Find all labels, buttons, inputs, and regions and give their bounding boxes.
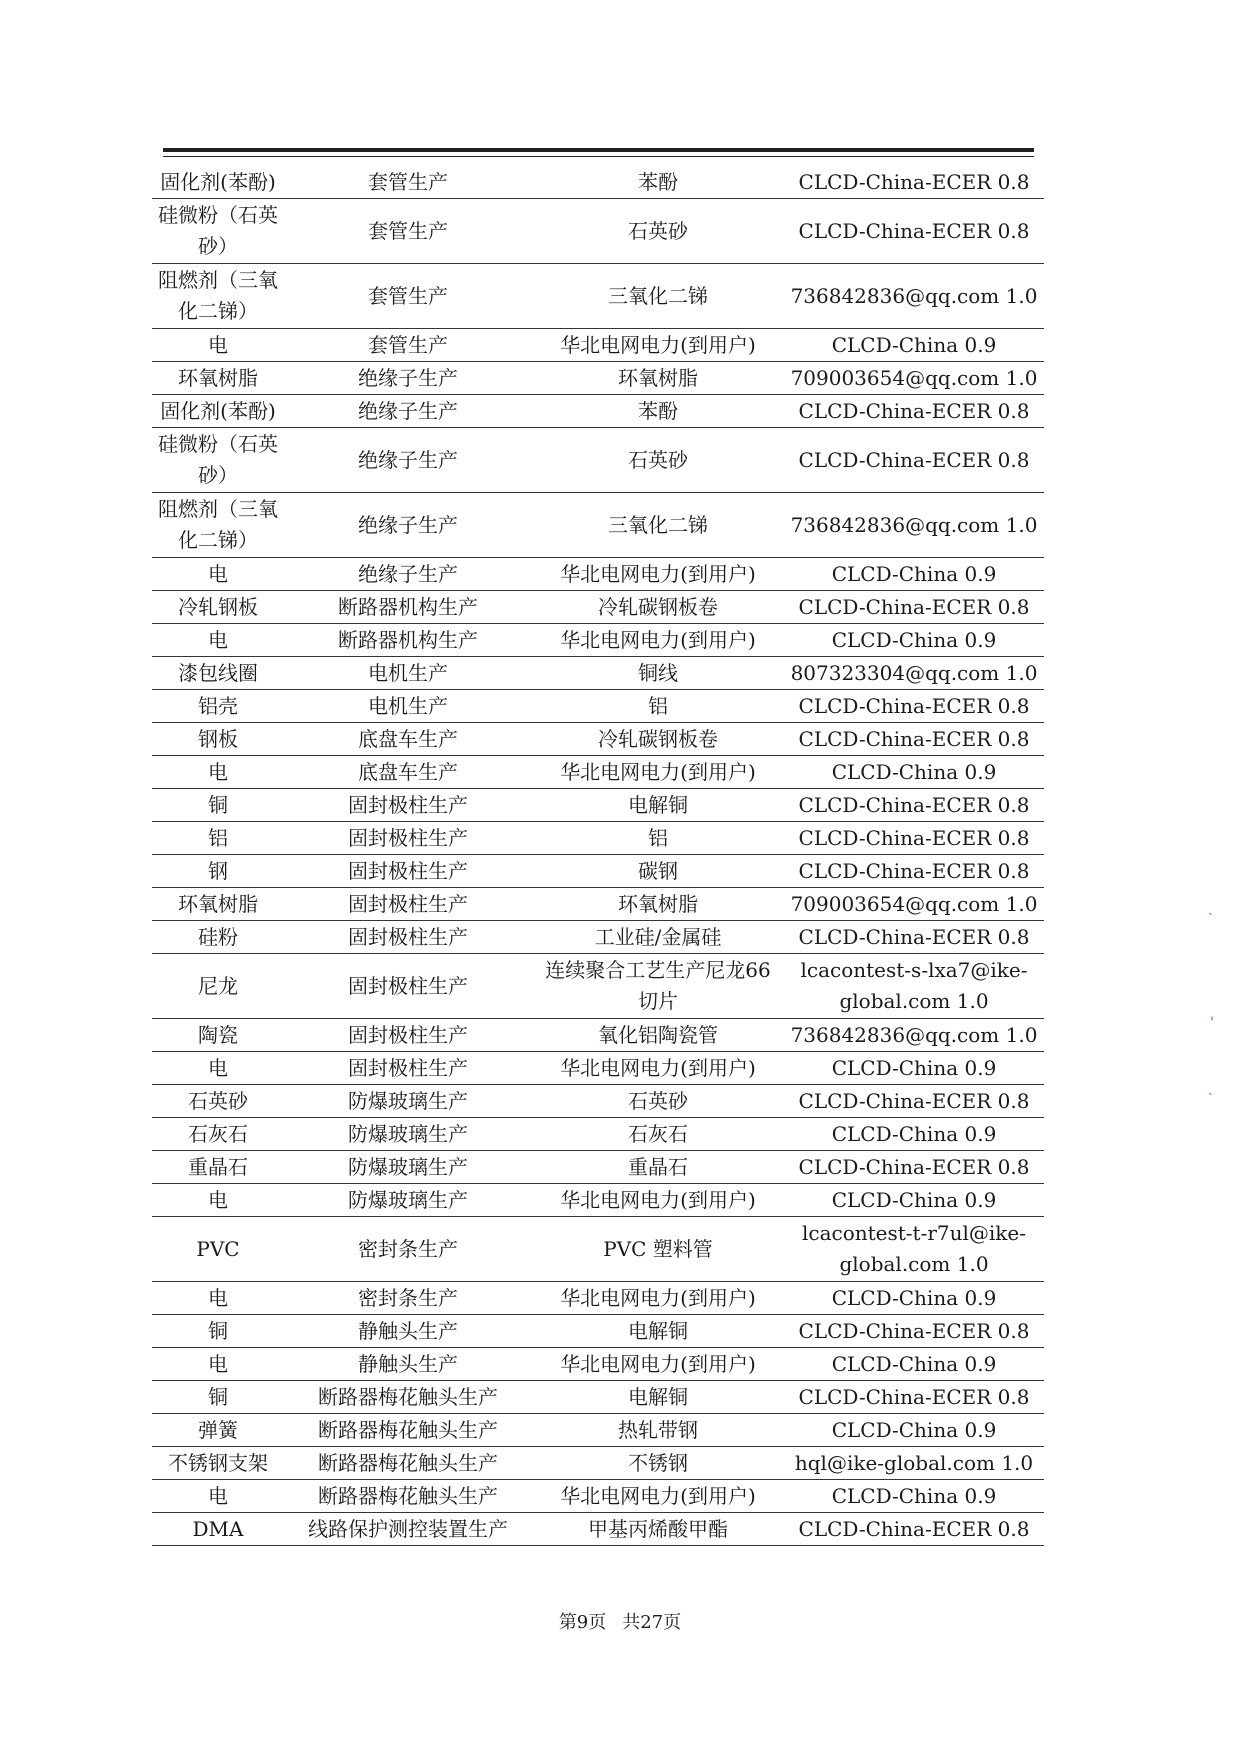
table-row	[152, 1348, 1044, 1381]
process-cell: 固封极柱生产	[284, 855, 532, 888]
table-row	[152, 789, 1044, 822]
source-cell: CLCD-China 0.9	[784, 1282, 1044, 1315]
dataset-cell: 铜线	[532, 657, 784, 690]
dataset-cell: 连续聚合工艺生产尼龙66 切片	[532, 954, 784, 1019]
dataset-cell: 华北电网电力(到用户)	[532, 558, 784, 591]
dataset-cell: 石灰石	[532, 1118, 784, 1151]
source-cell: CLCD-China 0.9	[784, 329, 1044, 362]
process-cell: 绝缘子生产	[284, 558, 532, 591]
table-row	[152, 1414, 1044, 1447]
material-cell: 铜	[152, 1381, 284, 1414]
material-cell: 环氧树脂	[152, 362, 284, 395]
material-cell: 阻燃剂（三氧化二锑）	[152, 493, 284, 558]
source-cell: CLCD-China 0.9	[784, 756, 1044, 789]
process-cell: 固封极柱生产	[284, 789, 532, 822]
table-row	[152, 888, 1044, 921]
dataset-cell: 华北电网电力(到用户)	[532, 624, 784, 657]
dataset-cell: 石英砂	[532, 1085, 784, 1118]
material-cell: 电	[152, 1480, 284, 1513]
process-cell: 断路器梅花触头生产	[284, 1447, 532, 1480]
material-cell: 电	[152, 1052, 284, 1085]
source-cell: CLCD-China 0.9	[784, 558, 1044, 591]
table-row	[152, 1052, 1044, 1085]
material-cell: 石英砂	[152, 1085, 284, 1118]
table-row	[152, 954, 1044, 1019]
dataset-cell: 环氧树脂	[532, 362, 784, 395]
source-cell: CLCD-China-ECER 0.8	[784, 690, 1044, 723]
source-cell: CLCD-China 0.9	[784, 1184, 1044, 1217]
process-cell: 电机生产	[284, 690, 532, 723]
material-cell: 铝壳	[152, 690, 284, 723]
process-cell: 静触头生产	[284, 1348, 532, 1381]
process-cell: 断路器机构生产	[284, 591, 532, 624]
source-cell: 736842836@qq.com 1.0	[784, 1019, 1044, 1052]
process-cell: 防爆玻璃生产	[284, 1118, 532, 1151]
source-cell: CLCD-China-ECER 0.8	[784, 1315, 1044, 1348]
dataset-cell: 华北电网电力(到用户)	[532, 1282, 784, 1315]
dataset-cell: 碳钢	[532, 855, 784, 888]
table-row	[152, 624, 1044, 657]
page-number: 第9页	[558, 1612, 607, 1633]
table-row	[152, 264, 1044, 329]
material-cell: 电	[152, 329, 284, 362]
source-cell: CLCD-China-ECER 0.8	[784, 395, 1044, 428]
material-cell: 环氧树脂	[152, 888, 284, 921]
table-row	[152, 362, 1044, 395]
material-cell: 钢板	[152, 723, 284, 756]
source-cell: lcacontest-t-r7ul@ike-global.com 1.0	[784, 1217, 1044, 1282]
material-cell: 阻燃剂（三氧化二锑）	[152, 264, 284, 329]
process-cell: 断路器梅花触头生产	[284, 1480, 532, 1513]
process-cell: 绝缘子生产	[284, 428, 532, 493]
dataset-cell: PVC 塑料管	[532, 1217, 784, 1282]
dataset-cell: 三氧化二锑	[532, 493, 784, 558]
process-cell: 绝缘子生产	[284, 395, 532, 428]
source-cell: CLCD-China 0.9	[784, 1052, 1044, 1085]
process-cell: 固封极柱生产	[284, 921, 532, 954]
table-body	[152, 166, 1044, 1546]
material-cell: 固化剂(苯酚)	[152, 166, 284, 199]
process-cell: 防爆玻璃生产	[284, 1151, 532, 1184]
material-cell: 铜	[152, 1315, 284, 1348]
process-cell: 断路器梅花触头生产	[284, 1381, 532, 1414]
material-cell: 不锈钢支架	[152, 1447, 284, 1480]
process-cell: 断路器梅花触头生产	[284, 1414, 532, 1447]
material-cell: 硅微粉（石英砂）	[152, 428, 284, 493]
table-row	[152, 1513, 1044, 1546]
source-cell: 709003654@qq.com 1.0	[784, 888, 1044, 921]
table-row	[152, 1217, 1044, 1282]
dataset-cell: 冷轧碳钢板卷	[532, 591, 784, 624]
dataset-cell: 华北电网电力(到用户)	[532, 1184, 784, 1217]
source-cell: CLCD-China 0.9	[784, 1414, 1044, 1447]
material-cell: 石灰石	[152, 1118, 284, 1151]
dataset-cell: 铝	[532, 690, 784, 723]
dataset-cell: 电解铜	[532, 789, 784, 822]
dataset-cell: 华北电网电力(到用户)	[532, 1052, 784, 1085]
dataset-cell: 环氧树脂	[532, 888, 784, 921]
process-cell: 套管生产	[284, 199, 532, 264]
process-cell: 防爆玻璃生产	[284, 1184, 532, 1217]
table-row	[152, 428, 1044, 493]
table-row	[152, 199, 1044, 264]
table-row	[152, 657, 1044, 690]
process-cell: 底盘车生产	[284, 723, 532, 756]
dataset-cell: 电解铜	[532, 1381, 784, 1414]
dataset-cell: 电解铜	[532, 1315, 784, 1348]
process-cell: 绝缘子生产	[284, 362, 532, 395]
table-row	[152, 723, 1044, 756]
margin-mark: ˎ	[1208, 1080, 1213, 1096]
process-cell: 固封极柱生产	[284, 954, 532, 1019]
source-cell: CLCD-China-ECER 0.8	[784, 921, 1044, 954]
table-row	[152, 822, 1044, 855]
source-cell: lcacontest-s-lxa7@ike-global.com 1.0	[784, 954, 1044, 1019]
material-cell: 硅粉	[152, 921, 284, 954]
source-cell: CLCD-China-ECER 0.8	[784, 822, 1044, 855]
material-cell: 固化剂(苯酚)	[152, 395, 284, 428]
material-cell: 重晶石	[152, 1151, 284, 1184]
material-cell: 电	[152, 1348, 284, 1381]
material-cell: 电	[152, 1282, 284, 1315]
process-cell: 电机生产	[284, 657, 532, 690]
table-row	[152, 855, 1044, 888]
page-footer	[0, 1608, 1240, 1634]
material-cell: 电	[152, 756, 284, 789]
dataset-cell: 冷轧碳钢板卷	[532, 723, 784, 756]
process-cell: 绝缘子生产	[284, 493, 532, 558]
process-cell: 套管生产	[284, 329, 532, 362]
source-cell: CLCD-China-ECER 0.8	[784, 855, 1044, 888]
source-cell: CLCD-China-ECER 0.8	[784, 723, 1044, 756]
margin-mark: '	[1210, 1015, 1214, 1031]
dataset-cell: 苯酚	[532, 166, 784, 199]
dataset-cell: 华北电网电力(到用户)	[532, 329, 784, 362]
table-row	[152, 1282, 1044, 1315]
material-cell: 铜	[152, 789, 284, 822]
source-cell: CLCD-China-ECER 0.8	[784, 789, 1044, 822]
source-cell: CLCD-China 0.9	[784, 624, 1044, 657]
source-cell: CLCD-China-ECER 0.8	[784, 1085, 1044, 1118]
dataset-cell: 石英砂	[532, 428, 784, 493]
margin-mark: ˎ	[1208, 900, 1213, 916]
process-cell: 静触头生产	[284, 1315, 532, 1348]
table-row	[152, 1019, 1044, 1052]
source-cell: CLCD-China-ECER 0.8	[784, 1513, 1044, 1546]
dataset-cell: 甲基丙烯酸甲酯	[532, 1513, 784, 1546]
dataset-cell: 华北电网电力(到用户)	[532, 1480, 784, 1513]
source-cell: hql@ike-global.com 1.0	[784, 1447, 1044, 1480]
material-cell: 电	[152, 1184, 284, 1217]
table-row	[152, 1315, 1044, 1348]
dataset-cell: 不锈钢	[532, 1447, 784, 1480]
source-cell: CLCD-China 0.9	[784, 1118, 1044, 1151]
process-cell: 固封极柱生产	[284, 1019, 532, 1052]
dataset-cell: 华北电网电力(到用户)	[532, 1348, 784, 1381]
table-row	[152, 1381, 1044, 1414]
source-cell: CLCD-China-ECER 0.8	[784, 1151, 1044, 1184]
dataset-cell: 重晶石	[532, 1151, 784, 1184]
dataset-cell: 热轧带钢	[532, 1414, 784, 1447]
material-cell: 弹簧	[152, 1414, 284, 1447]
process-cell: 线路保护测控装置生产	[284, 1513, 532, 1546]
table-row	[152, 329, 1044, 362]
table-row	[152, 591, 1044, 624]
source-cell: CLCD-China-ECER 0.8	[784, 166, 1044, 199]
process-cell: 套管生产	[284, 166, 532, 199]
material-cell: 尼龙	[152, 954, 284, 1019]
material-cell: PVC	[152, 1217, 284, 1282]
source-cell: CLCD-China-ECER 0.8	[784, 591, 1044, 624]
source-cell: 807323304@qq.com 1.0	[784, 657, 1044, 690]
material-cell: 电	[152, 624, 284, 657]
table-row	[152, 1085, 1044, 1118]
table-row	[152, 1447, 1044, 1480]
process-cell: 固封极柱生产	[284, 888, 532, 921]
process-cell: 底盘车生产	[284, 756, 532, 789]
dataset-cell: 华北电网电力(到用户)	[532, 756, 784, 789]
source-cell: CLCD-China-ECER 0.8	[784, 199, 1044, 264]
table-row	[152, 1184, 1044, 1217]
table-row	[152, 690, 1044, 723]
process-cell: 防爆玻璃生产	[284, 1085, 532, 1118]
page-total: 共27页	[622, 1612, 682, 1633]
dataset-cell: 工业硅/金属硅	[532, 921, 784, 954]
inventory-data-table	[152, 166, 1044, 1546]
material-cell: 漆包线圈	[152, 657, 284, 690]
table-row	[152, 1480, 1044, 1513]
header-double-rule	[163, 148, 1034, 152]
source-cell: 736842836@qq.com 1.0	[784, 493, 1044, 558]
process-cell: 固封极柱生产	[284, 1052, 532, 1085]
table-row	[152, 921, 1044, 954]
dataset-cell: 石英砂	[532, 199, 784, 264]
process-cell: 密封条生产	[284, 1282, 532, 1315]
process-cell: 密封条生产	[284, 1217, 532, 1282]
source-cell: CLCD-China-ECER 0.8	[784, 428, 1044, 493]
material-cell: 铝	[152, 822, 284, 855]
process-cell: 套管生产	[284, 264, 532, 329]
table-row	[152, 558, 1044, 591]
source-cell: CLCD-China 0.9	[784, 1348, 1044, 1381]
material-cell: 钢	[152, 855, 284, 888]
table-row	[152, 493, 1044, 558]
table-row	[152, 166, 1044, 199]
process-cell: 断路器机构生产	[284, 624, 532, 657]
table-row	[152, 1118, 1044, 1151]
table-row	[152, 395, 1044, 428]
material-cell: 陶瓷	[152, 1019, 284, 1052]
dataset-cell: 铝	[532, 822, 784, 855]
header-thin-rule	[163, 156, 1034, 157]
process-cell: 固封极柱生产	[284, 822, 532, 855]
dataset-cell: 三氧化二锑	[532, 264, 784, 329]
table-row	[152, 1151, 1044, 1184]
material-cell: 冷轧钢板	[152, 591, 284, 624]
source-cell: CLCD-China 0.9	[784, 1480, 1044, 1513]
source-cell: 736842836@qq.com 1.0	[784, 264, 1044, 329]
material-cell: DMA	[152, 1513, 284, 1546]
material-cell: 电	[152, 558, 284, 591]
dataset-cell: 氧化铝陶瓷管	[532, 1019, 784, 1052]
dataset-cell: 苯酚	[532, 395, 784, 428]
source-cell: 709003654@qq.com 1.0	[784, 362, 1044, 395]
source-cell: CLCD-China-ECER 0.8	[784, 1381, 1044, 1414]
table-row	[152, 756, 1044, 789]
material-cell: 硅微粉（石英砂）	[152, 199, 284, 264]
